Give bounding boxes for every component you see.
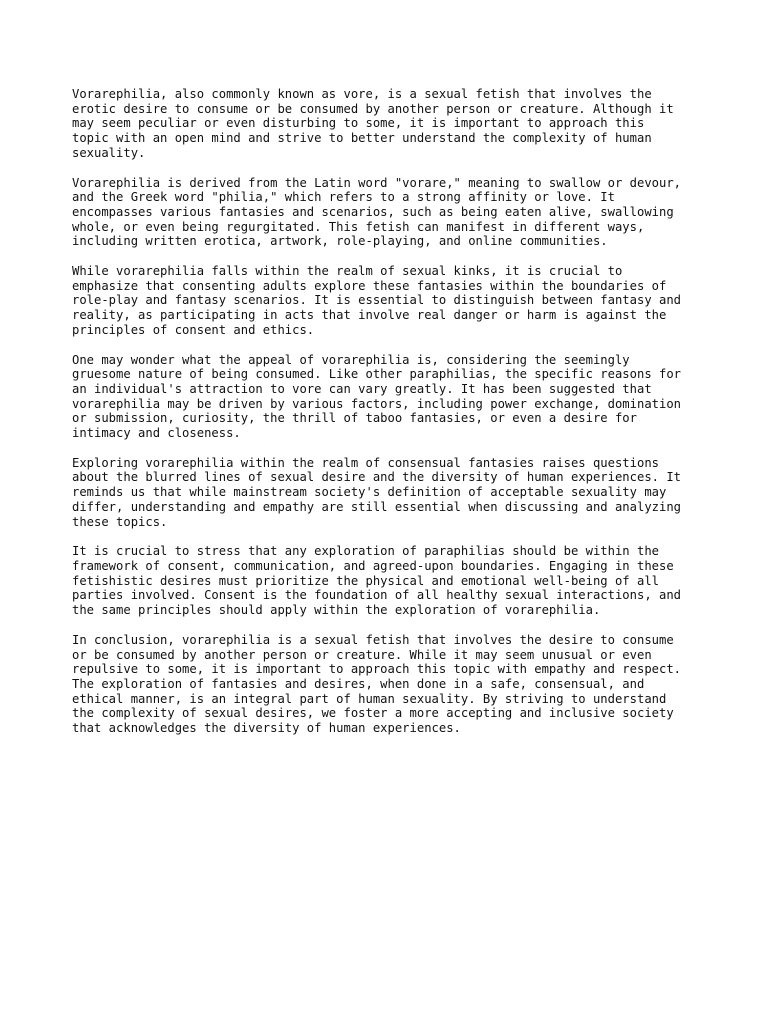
paragraph-1: Vorarephilia, also commonly known as vore, is a sexual fetish that involves the erotic desire to consume or be consumed by another person or creature. Although it may seem peculiar or even disturbing to some, it is important to approach this topic with an open mind and strive to better understand the complexity of human sexuality. [72,87,674,160]
paragraph-4: One may wonder what the appeal of vorarephilia is, considering the seemingly gruesome nature of being consumed. Like other paraphilias, the specific reasons for an individual's attraction to vore can vary greatly. It has been suggested that vorarephilia may be driven by various factors, including power exchange, domination or submission, curiosity, the thrill of taboo fantasies, or even a desire for intimacy and closeness. [72,352,682,441]
paragraph-6: It is crucial to stress that any exploration of paraphilias should be within the framework of consent, communication, and agreed-upon boundaries. Engaging in these fetishistic desires must prioritize the physical and emotional well-being of all parties involved. Consent is the foundation of all healthy sexual interactions, and the same principles should apply within the exploration of vorarephilia. [72,544,682,618]
paragraph-3: While vorarephilia falls within the realm of sexual kinks, it is crucial to emphasize that consenting adults explore these fantasies within the boundaries of role-play and fantasy scenarios. It is essential to distinguish between fantasy and reality, as participating in acts that involve real danger or harm is against the principles of consent and ethics. [72,264,682,337]
paragraph-2: Vorarephilia is derived from the Latin word "vorare," meaning to swallow or devour, and the Greek word "philia," which refers to a strong affinity or love. It encompasses various fantasies and scenarios, such as being eaten alive, swallowing whole, or even being regurgitated. This fetish can manifest in different ways, including written erotica, artwork, role-playing, and online communities. [72,175,682,249]
paragraph-7: In conclusion, vorarephilia is a sexual fetish that involves the desire to consume or be consumed by another person or creature. While it may seem unusual or even repulsive to some, it is important to approach this topic with empathy and respect. The exploration of fantasies and desires, when done in a safe, consensual, and ethical manner, is an integral part of human sexuality. By striving to understand the complexity of sexual desires, we foster a more accepting and inclusive society that acknowledges the diversity of human experiences. [72,632,682,736]
document-page [72,87,702,751]
paragraph-5: Exploring vorarephilia within the realm of consensual fantasies raises questions about the blurred lines of sexual desire and the diversity of human experiences. It reminds us that while mainstream society's definition of acceptable sexuality may differ, understanding and empathy are still essential when discussing and analyzing these topics. [72,455,682,529]
